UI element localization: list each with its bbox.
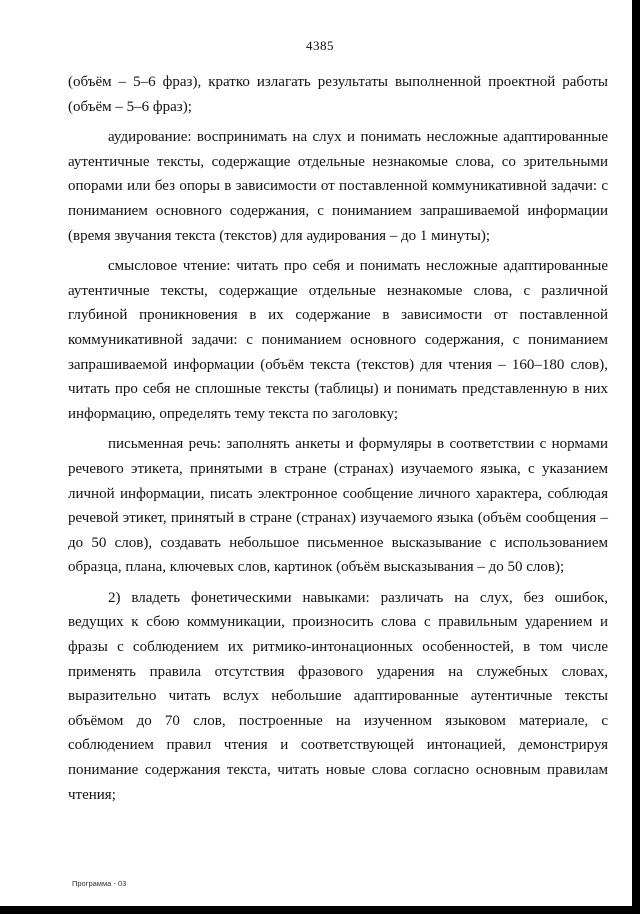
paragraph-listening: аудирование: воспринимать на слух и понимать несложные адаптированные аутентичные тексты, содержащие отдельные незнакомые слова, со зрительными опорами или без опоры в зависимости от поставленной коммуникативной задачи: с пониманием основного содержания, с пониманием запрашиваемой информации (время звучания текста (текстов) для аудирования – до 1 минуты); — [68, 129, 608, 244]
paragraph-reading: смысловое чтение: читать про себя и понимать несложные адаптированные аутентичные тексты, содержащие отдельные незнакомые слова, с различной глубиной проникновения в их содержание в зависимости от поставленной коммуникативной задачи: с пониманием основного содержания, с пониманием запрашиваемой информации (объём текста (текстов) для чтения – 160–180 слов), читать про себя не сплошные тексты (таблицы) и понимать представленную в них информацию, определять тему текста по заголовку; — [68, 258, 608, 422]
footer-label: Программа - 03 — [72, 879, 127, 888]
page-number: 4385 — [306, 38, 334, 53]
document-body — [68, 70, 608, 807]
scan-border-right — [632, 0, 640, 914]
paragraph-writing: письменная речь: заполнять анкеты и формуляры в соответствии с нормами речевого этикета, принятыми в стране (странах) изучаемого языка, с указанием личной информации, писать электронное сообщение личного характера, соблюдая речевой этикет, принятый в стране (странах) изучаемого языка (объём сообщения – до 50 слов), создавать небольшое письменное высказывание с использованием образца, плана, ключевых слов, картинок (объём высказывания – до 50 слов); — [68, 436, 608, 576]
paragraph-phonetics: 2) владеть фонетическими навыками: различать на слух, без ошибок, ведущих к сбою коммуникации, произносить слова с правильным ударением и фразы с соблюдением их ритмико-интонационных особенностей, в том числе применять правила отсутствия фразового ударения на служебных словах, выразительно читать вслух небольшие адаптированные аутентичные тексты объёмом до 70 слов, построенные на изученном языковом материале, с соблюдением правил чтения и соответствующей интонацией, демонстрируя понимание содержания текста, читать новые слова согласно основным правилам чтения; — [68, 589, 608, 803]
scan-border-bottom — [0, 906, 640, 914]
paragraph-continuation: (объём – 5–6 фраз), кратко излагать результаты выполненной проектной работы (объём – 5–6 фраз); — [68, 74, 608, 115]
